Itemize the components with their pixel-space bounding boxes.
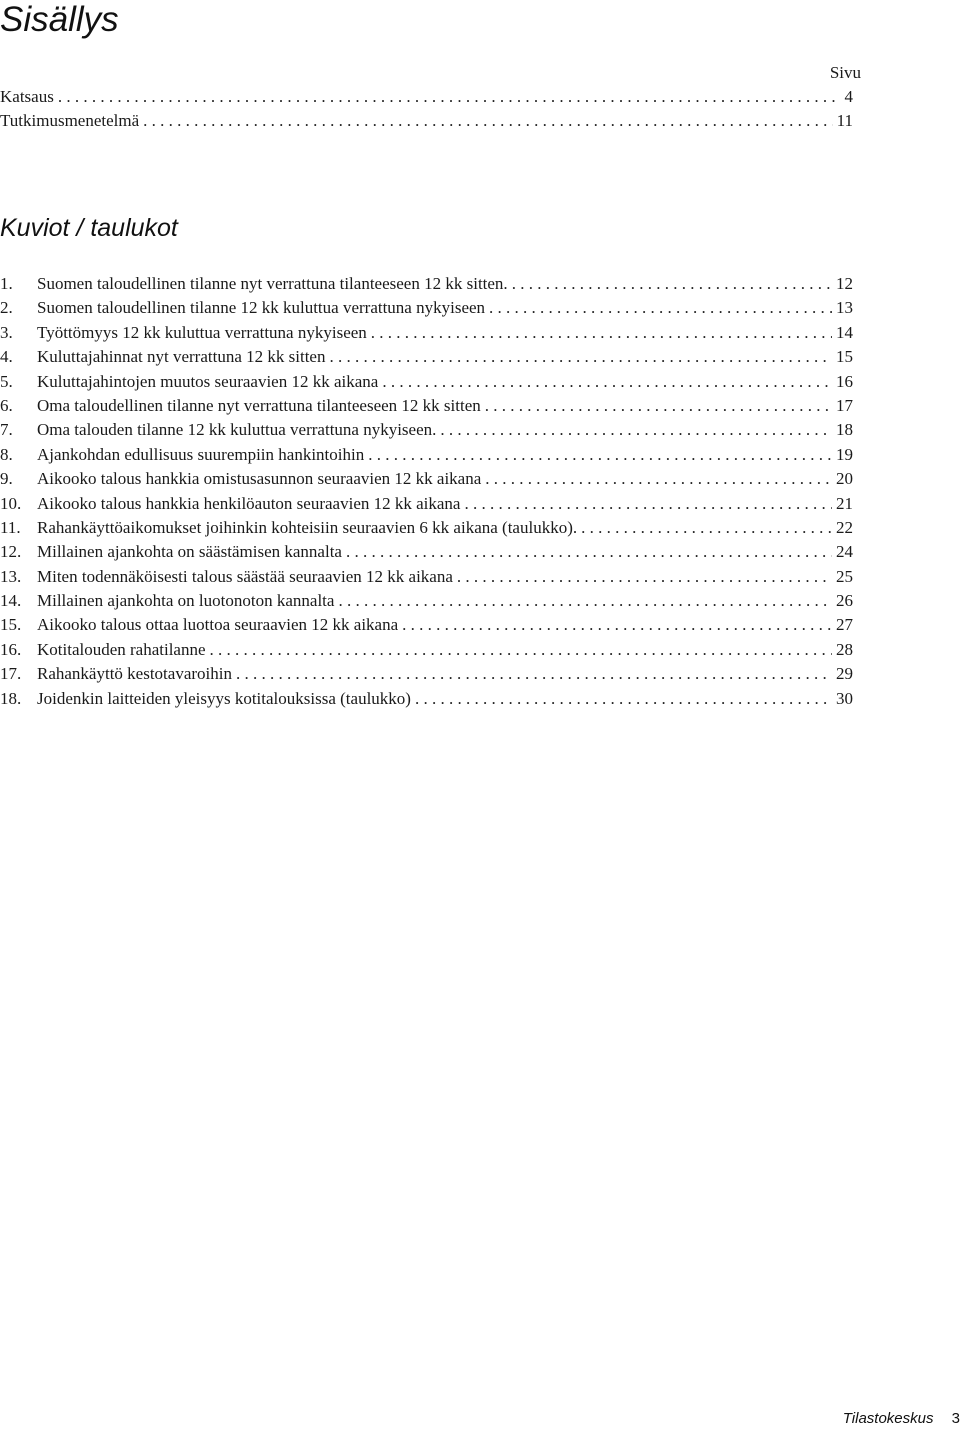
dot-leader: [485, 394, 832, 418]
figure-entry-title: Aikooko talous ottaa luottoa seuraavien 12 kk aikana: [37, 615, 399, 635]
figure-entry-number: 12.: [0, 542, 22, 562]
dot-leader: [338, 589, 832, 613]
figure-entry-page: 29: [836, 664, 853, 684]
figure-entry-title: Kuluttajahintojen muutos seuraavien 12 kk aikana: [37, 371, 379, 391]
figure-entry-page: 17: [836, 395, 853, 415]
figure-entry[interactable]: [0, 345, 853, 369]
dot-leader: [236, 662, 832, 686]
dot-leader: [346, 540, 832, 564]
figure-entry[interactable]: [0, 516, 853, 540]
figure-entry-title: Oma taloudellinen tilanne nyt verrattuna tilanteeseen 12 kk sitten: [37, 395, 481, 415]
figure-entry-page: 27: [836, 615, 853, 635]
dot-leader: [415, 687, 832, 711]
dot-leader: [512, 272, 832, 296]
dot-leader: [371, 321, 832, 345]
figure-entry-number: 13.: [0, 566, 22, 586]
figure-entry-title: Aikooko talous hankkia henkilöauton seuraavien 12 kk aikana: [37, 493, 461, 513]
dot-leader: [402, 613, 832, 637]
toc-title: Sisällys: [0, 0, 119, 39]
figure-entry[interactable]: [0, 394, 853, 418]
dot-leader: [143, 109, 832, 133]
dot-leader: [440, 418, 832, 442]
figures-list: [0, 272, 853, 711]
figure-entry[interactable]: [0, 272, 853, 296]
dot-leader: [464, 492, 832, 516]
figure-entry-number: 10.: [0, 493, 22, 513]
toc-list: [0, 85, 853, 134]
figure-entry-number: 18.: [0, 688, 22, 708]
figure-entry-page: 12: [836, 274, 853, 293]
figure-entry-title: Rahankäyttöaikomukset joihinkin kohteisiin seuraavien 6 kk aikana (taulukko).: [37, 517, 578, 537]
figure-entry-page: 15: [836, 347, 853, 367]
figure-entry-number: 6.: [0, 395, 13, 415]
figure-entry[interactable]: [0, 540, 853, 564]
figure-entry-page: 13: [836, 298, 853, 318]
figure-entry-title: Työttömyys 12 kk kuluttua verrattuna nykyiseen: [37, 322, 367, 342]
toc-entry-title: Tutkimusmenetelmä: [0, 111, 140, 131]
figure-entry-page: 22: [836, 517, 853, 537]
figure-entry-title: Joidenkin laitteiden yleisyys kotitalouksissa (taulukko): [37, 688, 411, 708]
toc-entry-page: 4: [844, 87, 853, 106]
figure-entry[interactable]: [0, 589, 853, 613]
dot-leader: [329, 345, 832, 369]
figure-entry[interactable]: [0, 687, 853, 711]
figure-entry[interactable]: [0, 492, 853, 516]
figure-entry-number: 8.: [0, 444, 13, 464]
figure-entry-number: 4.: [0, 347, 13, 367]
figure-entry-title: Oma talouden tilanne 12 kk kuluttua verrattuna nykyiseen.: [37, 420, 437, 440]
figure-entry-page: 21: [836, 493, 853, 513]
figure-entry-title: Millainen ajankohta on säästämisen kannalta: [37, 542, 342, 562]
footer-page-number: 3: [951, 1410, 960, 1427]
page-column-label: Sivu: [829, 63, 861, 82]
figure-entry-number: 1.: [0, 274, 13, 293]
figure-entry[interactable]: [0, 467, 853, 491]
dot-leader: [368, 443, 832, 467]
dot-leader: [485, 467, 832, 491]
figure-entry-title: Millainen ajankohta on luotonoton kannalta: [37, 591, 335, 611]
figure-entry[interactable]: [0, 613, 853, 637]
figure-entry[interactable]: [0, 443, 853, 467]
toc-entry-katsaus[interactable]: [0, 85, 853, 109]
dot-leader: [581, 516, 832, 540]
figure-entry-page: 30: [836, 688, 853, 708]
dot-leader: [58, 85, 841, 109]
figure-entry-page: 25: [836, 566, 853, 586]
figure-entry-title: Kuluttajahinnat nyt verrattuna 12 kk sitten: [37, 347, 326, 367]
figure-entry-number: 14.: [0, 591, 22, 611]
figure-entry-page: 26: [836, 591, 853, 611]
figure-entry[interactable]: [0, 662, 853, 686]
figure-entry-title: Miten todennäköisesti talous säästää seuraavien 12 kk aikana: [37, 566, 453, 586]
figure-entry-page: 19: [836, 444, 853, 464]
figure-entry-number: 11.: [0, 517, 21, 537]
footer-publisher: Tilastokeskus: [842, 1410, 934, 1427]
figure-entry-page: 20: [836, 469, 853, 489]
figure-entry[interactable]: [0, 296, 853, 320]
figure-entry-page: 14: [836, 322, 853, 342]
figure-entry-number: 15.: [0, 615, 22, 635]
figure-entry-title: Ajankohdan edullisuus suurempiin hankintoihin: [37, 444, 365, 464]
toc-entry-tutkimusmenetelma[interactable]: [0, 109, 853, 133]
figure-entry-page: 16: [836, 371, 853, 391]
toc-entry-title: Katsaus: [0, 87, 54, 106]
figure-entry-title: Kotitalouden rahatilanne: [37, 639, 206, 659]
figure-entry-number: 3.: [0, 322, 13, 342]
figure-entry[interactable]: [0, 418, 853, 442]
dot-leader: [457, 565, 832, 589]
figure-entry-number: 9.: [0, 469, 13, 489]
figure-entry-title: Rahankäyttö kestotavaroihin: [37, 664, 232, 684]
figure-entry-number: 5.: [0, 371, 13, 391]
figure-entry-title: Aikooko talous hankkia omistusasunnon seuraavien 12 kk aikana: [37, 469, 482, 489]
toc-entry-page: 11: [836, 111, 853, 131]
figure-entry-page: 28: [836, 639, 853, 659]
figure-entry-title: Suomen taloudellinen tilanne nyt verrattuna tilanteeseen 12 kk sitten.: [37, 274, 508, 293]
figure-entry[interactable]: [0, 638, 853, 662]
figure-entry-page: 18: [836, 420, 853, 440]
figure-entry-page: 24: [836, 542, 853, 562]
figure-entry[interactable]: [0, 370, 853, 394]
figure-entry-number: 7.: [0, 420, 13, 440]
figures-title: Kuviot / taulukot: [0, 214, 178, 242]
page-footer: [843, 1409, 960, 1429]
figure-entry-number: 2.: [0, 298, 13, 318]
figure-entry[interactable]: [0, 321, 853, 345]
figure-entry-number: 16.: [0, 639, 22, 659]
figure-entry-title: Suomen taloudellinen tilanne 12 kk kuluttua verrattuna nykyiseen: [37, 298, 486, 318]
dot-leader: [489, 296, 832, 320]
figure-entry-number: 17.: [0, 664, 22, 684]
dot-leader: [210, 638, 832, 662]
figure-entry[interactable]: [0, 565, 853, 589]
dot-leader: [382, 370, 832, 394]
